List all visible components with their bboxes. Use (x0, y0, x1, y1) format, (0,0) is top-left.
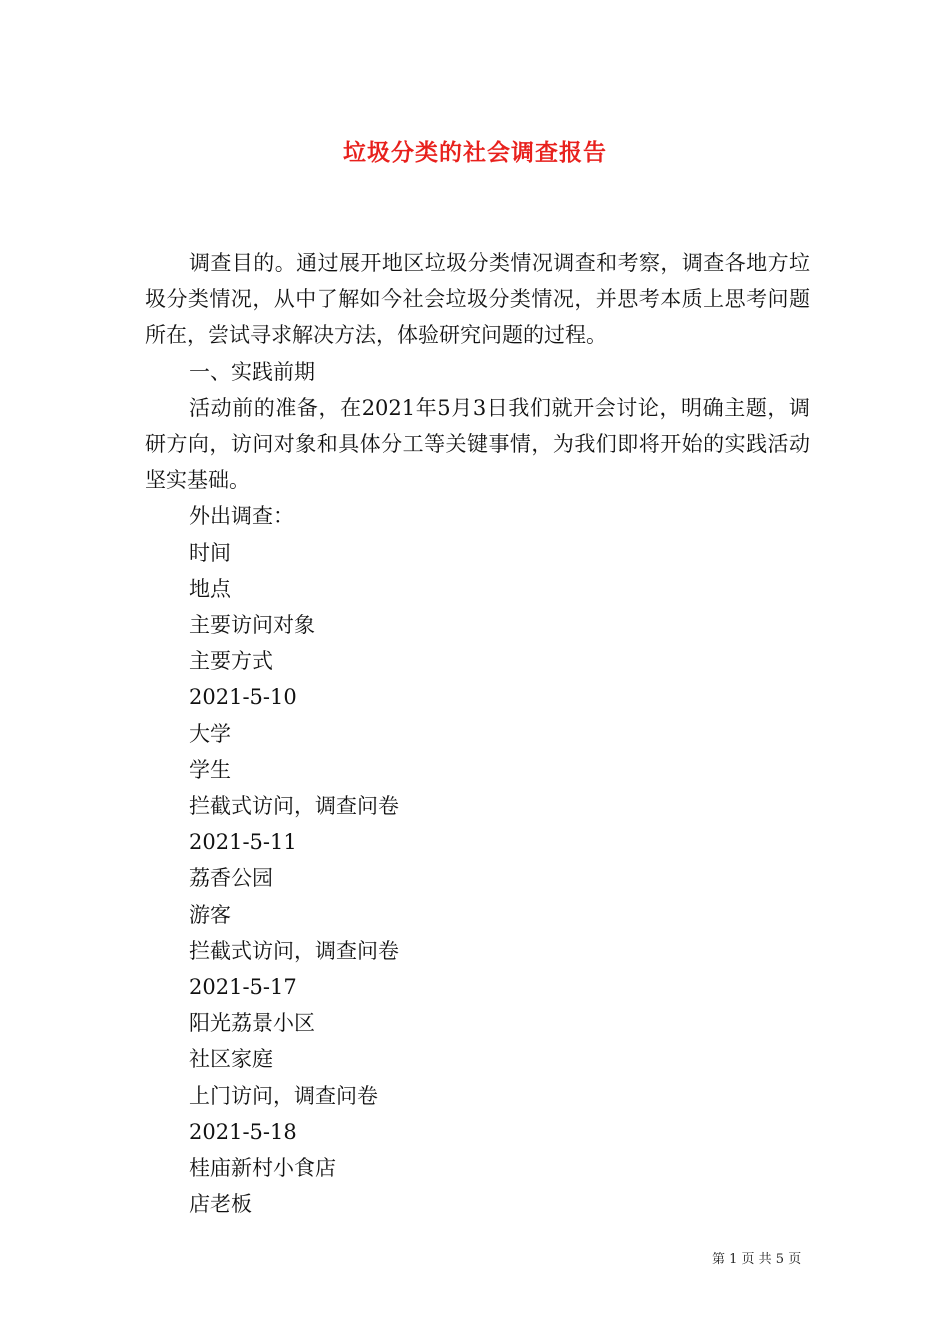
document-title: 垃圾分类的社会调查报告 (343, 139, 607, 166)
purpose-paragraph: 调查目的。通过展开地区垃圾分类情况调查和考察，调查各地方垃圾分类情况，从中了解如今社会垃圾分类情况，并思考本质上思考问题所在，尝试寻求解决方法，体验研究问题的过程。 (145, 251, 810, 348)
survey-row-3-date: 2021-5-17 (189, 975, 297, 1000)
survey-row-1-date: 2021-5-10 (189, 685, 297, 710)
survey-header-method: 主要方式 (189, 649, 273, 674)
document-body (145, 245, 810, 1222)
page-indicator: 第 1 页 共 5 页 (712, 1252, 802, 1267)
survey-row-1-subjects: 学生 (189, 757, 231, 782)
survey-row-1-method: 拦截式访问，调查问卷 (189, 794, 399, 819)
survey-row-3-subjects: 社区家庭 (189, 1047, 273, 1072)
survey-row-2-method: 拦截式访问，调查问卷 (189, 938, 399, 963)
survey-row-4-subjects: 店老板 (189, 1192, 252, 1217)
section-heading: 一、实践前期 (189, 359, 315, 384)
survey-label: 外出调查： (189, 504, 294, 529)
survey-header-time: 时间 (189, 540, 231, 565)
survey-row-3-location: 阳光荔景小区 (189, 1011, 315, 1036)
survey-header-location: 地点 (189, 576, 231, 601)
survey-row-2-location: 荔香公园 (189, 866, 273, 891)
survey-row-3-method: 上门访问，调查问卷 (189, 1083, 378, 1108)
survey-row-2-subjects: 游客 (189, 902, 231, 927)
survey-row-4-date: 2021-5-18 (189, 1119, 297, 1144)
survey-row-2-date: 2021-5-11 (189, 830, 297, 855)
survey-row-4-location: 桂庙新村小食店 (189, 1156, 336, 1181)
survey-row-1-location: 大学 (189, 721, 231, 746)
preparation-paragraph: 活动前的准备，在2021年5月3日我们就开会讨论，明确主题，调研方向，访问对象和具体分工等关键事情，为我们即将开始的实践活动坚实基础。 (145, 395, 810, 493)
survey-header-subjects: 主要访问对象 (189, 613, 315, 638)
